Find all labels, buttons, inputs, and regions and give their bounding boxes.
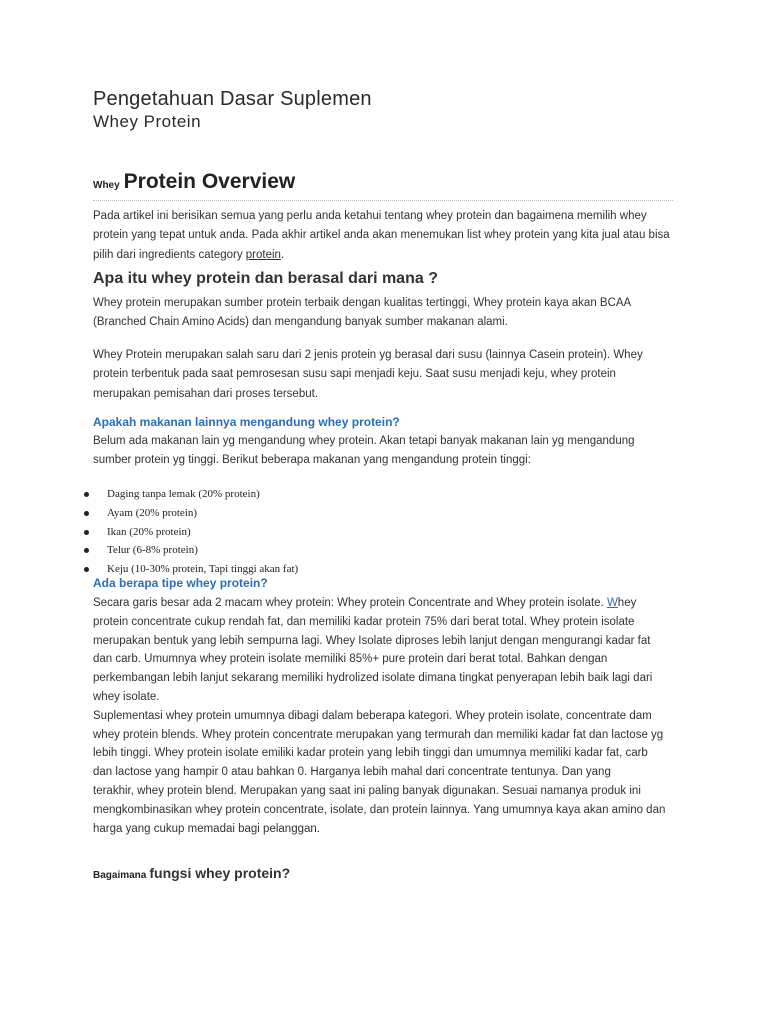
section-heading-other-foods: Apakah makanan lainnya mengandung whey protein? <box>93 415 400 429</box>
paragraph-line: merupakan pemisahan dari proses tersebut. <box>93 387 319 400</box>
paragraph-line: whey isolate. <box>93 690 160 703</box>
bullet-icon <box>84 530 89 535</box>
list-item-text: Daging tanpa lemak (20% protein) <box>107 488 260 500</box>
paragraph-line: whey protein blends. Whey protein concentrate merupakan yang termurah dan memiliki kadar fat dan lactose yg <box>93 728 664 741</box>
paragraph-line: lebih tinggi. Whey protein isolate emiliki kadar protein yang lebih tinggi dan umumnya memiliki kadar fat, carb <box>93 747 648 760</box>
section-heading-whey-types: Ada berapa tipe whey protein? <box>93 576 268 590</box>
section-heading-main: fungsi whey protein? <box>149 865 291 881</box>
bullet-icon <box>84 492 89 497</box>
whey-link[interactable]: W <box>606 597 618 609</box>
paragraph-line: dan lactose yang hampir 0 atau bahkan 0. Harganya lebih mahal dari concentrate tentunya. Dan yang <box>93 766 611 779</box>
section1-paragraph-1 <box>93 294 673 333</box>
section-heading-what-is-whey: Apa itu whey protein dan berasal dari mana ? <box>93 270 438 287</box>
bullet-icon <box>84 567 89 572</box>
paragraph-line: merupakan bentuk yang lebih sempurna lagi. Whey Isolate diproses lebih lanjut dengan mengurangi kadar fat <box>93 634 651 647</box>
paragraph-line: mengkombinasikan whey protein concentrate, isolate, dan protein lainnya. Yang umumnya kaya akan amino dan <box>93 803 666 816</box>
intro-line <box>93 246 673 265</box>
paragraph-line: (Branched Chain Amino Acids) dan mengandung banyak sumber makanan alami. <box>93 316 508 329</box>
intro-line-text: pilih dari ingredients category <box>93 248 246 261</box>
bullet-icon <box>84 511 89 516</box>
paragraph-line-text: Secara garis besar ada 2 macam whey protein: Whey protein Concentrate and Whey protein isolate. <box>93 597 607 609</box>
section-heading-prefix: Bagaimana <box>93 870 147 881</box>
protein-category-link[interactable]: protein <box>245 248 281 261</box>
paragraph-line-text: hey <box>617 597 637 609</box>
paragraph-line: dan carb. Umumnya whey protein isolate memiliki 85%+ pure protein dari berat total. Bahkan dengan <box>93 653 608 666</box>
section1-paragraph-2 <box>93 346 673 404</box>
paragraph-line: sumber protein yg tinggi. Berikut beberapa makanan yang mengandung protein tinggi: <box>93 454 531 467</box>
list-item-text: Keju (10-30% protein, Tapi tinggi akan fat) <box>107 563 299 576</box>
paragraph-line: Whey Protein merupakan salah saru dari 2 jenis protein yg berasal dari susu (lainnya Casein protein). Whey <box>93 349 643 361</box>
section2-paragraph <box>93 432 673 471</box>
intro-line: Pada artikel ini berisikan semua yang perlu anda ketahui tentang whey protein dan bagaimena memilih whey <box>93 210 647 222</box>
list-item-text: Ayam (20% protein) <box>107 506 198 519</box>
bullet-icon <box>84 548 89 553</box>
overview-heading-prefix: Whey <box>93 180 120 191</box>
paragraph-line: Belum ada makanan lain yg mengandung whey protein. Akan tetapi banyak makanan lain yg mengandung <box>93 435 635 447</box>
section-heading-whey-function <box>93 865 290 883</box>
intro-line: protein yang tepat untuk anda. Pada akhir artikel anda akan menemukan list whey protein yang kita jual atau bisa <box>93 229 670 242</box>
list-item-text: Ikan (20% protein) <box>107 525 191 538</box>
overview-heading <box>93 170 295 194</box>
paragraph-line: Suplementasi whey protein umumnya dibagi dalam beberapa kategori. Whey protein isolate, concentrate dam <box>93 709 652 722</box>
paragraph-line: terakhir, whey protein blend. Merupakan yang saat ini paling banyak digunakan. Sesuai namanya produk ini <box>93 784 641 797</box>
paragraph-line: protein concentrate cukup rendah fat, dan memiliki kadar protein 75% dari berat total. Whey protein isolate <box>93 615 635 628</box>
paragraph-line <box>93 594 673 613</box>
intro-line-end: . <box>280 248 285 261</box>
overview-heading-main: Protein Overview <box>123 170 296 193</box>
paragraph-line: Whey protein merupakan sumber protein terbaik dengan kualitas tertinggi, Whey protein kaya akan BCAA <box>93 297 632 309</box>
section3-paragraph <box>93 594 673 838</box>
document-subtitle: Whey Protein <box>93 112 202 131</box>
list-item-text: Telur (6-8% protein) <box>107 544 198 557</box>
paragraph-line: harga yang cukup memadai bagi pelanggan. <box>93 822 320 835</box>
intro-paragraph <box>93 207 673 265</box>
paragraph-line: perkembangan lebih lanjut sekarang memiliki hydrolized isolate dimana tingkat penyerapan lebih baik lagi dari <box>93 672 653 685</box>
paragraph-line: protein terbentuk pada saat pemrosesan susu sapi menjadi keju. Saat susu menjadi keju, whey protein <box>93 368 616 381</box>
document-title: Pengetahuan Dasar Suplemen <box>93 88 372 110</box>
dotted-divider <box>93 200 673 201</box>
